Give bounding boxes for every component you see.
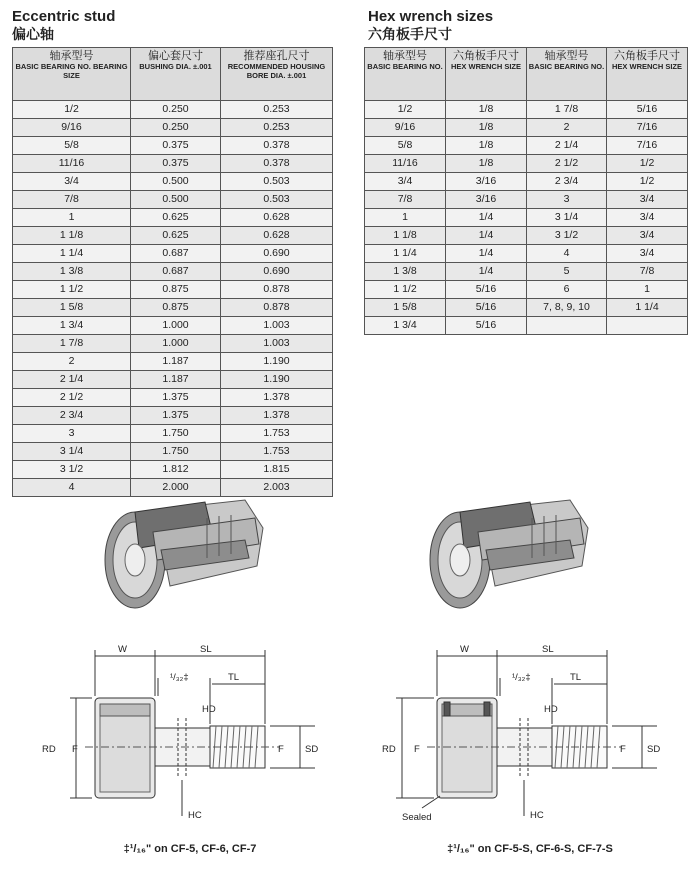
dim-label-sd: SD	[647, 744, 661, 755]
table-cell: 0.687	[131, 245, 221, 263]
table-header-row	[365, 48, 688, 101]
table-cell: 1	[365, 209, 446, 227]
table-row	[13, 299, 333, 317]
table-row	[13, 389, 333, 407]
table-cell: 3/4	[607, 227, 688, 245]
table-row	[13, 191, 333, 209]
table-cell: 11/16	[13, 155, 131, 173]
table-cell: 6	[527, 281, 607, 299]
table-cell: 1/2	[365, 101, 446, 119]
table-cell: 2 1/2	[13, 389, 131, 407]
table-cell: 1.375	[131, 407, 221, 425]
table-cell: 1.003	[221, 317, 333, 335]
table-cell: 1.815	[221, 461, 333, 479]
table-row	[365, 173, 688, 191]
table-cell: 5/8	[13, 137, 131, 155]
table-cell: 1 7/8	[13, 335, 131, 353]
caption-right: ‡¹/₁₆" on CF-5-S, CF-6-S, CF-7-S	[447, 843, 613, 855]
column-header: 六角板手尺寸 HEX WRENCH SIZE	[607, 48, 688, 101]
table-row	[365, 299, 688, 317]
table-row	[365, 119, 688, 137]
table-cell: 1 5/8	[365, 299, 446, 317]
dim-label-rd: RD	[42, 744, 56, 755]
table-cell: 3/4	[365, 173, 446, 191]
table-row	[365, 245, 688, 263]
table-cell: 1.753	[221, 443, 333, 461]
table-cell: 1 1/4	[607, 299, 688, 317]
table-cell: 1 3/8	[13, 263, 131, 281]
table-cell: 9/16	[13, 119, 131, 137]
cutaway-illustration	[105, 500, 263, 608]
table-cell: 1 1/8	[13, 227, 131, 245]
table-cell: 0.690	[221, 245, 333, 263]
table-cell: 2.003	[221, 479, 333, 497]
table-cell: 0.503	[221, 191, 333, 209]
dim-label-f-left: F	[72, 744, 78, 755]
table-row	[365, 227, 688, 245]
table-cell: 0.250	[131, 119, 221, 137]
hex-title: Hex wrench sizes	[368, 8, 494, 25]
dimension-drawing-right	[372, 640, 682, 830]
table-cell: 2 1/4	[527, 137, 607, 155]
table-cell: 3 1/2	[527, 227, 607, 245]
table-cell: 0.687	[131, 263, 221, 281]
table-cell: 2 3/4	[527, 173, 607, 191]
table-row	[13, 443, 333, 461]
sealed-label: Sealed	[402, 812, 432, 823]
table-cell: 0.628	[221, 227, 333, 245]
eccentric-subtitle: 偏心轴	[12, 26, 54, 42]
table-row	[13, 173, 333, 191]
table-cell: 1/4	[446, 263, 527, 281]
dim-label-hc: HC	[530, 810, 544, 821]
table-row	[365, 209, 688, 227]
dim-label-sl: SL	[200, 644, 212, 655]
table-row	[13, 461, 333, 479]
table-cell: 1/4	[446, 245, 527, 263]
eccentric-title: Eccentric stud	[12, 8, 116, 25]
table-row	[365, 101, 688, 119]
table-cell: 0.625	[131, 209, 221, 227]
table-cell: 7, 8, 9, 10	[527, 299, 607, 317]
table-row	[13, 227, 333, 245]
table-cell: 5/8	[365, 137, 446, 155]
table-cell: 0.250	[131, 101, 221, 119]
table-cell: 1.190	[221, 371, 333, 389]
eccentric-table-body	[13, 101, 333, 497]
table-cell: 1 1/2	[13, 281, 131, 299]
table-cell: 1	[607, 281, 688, 299]
table-cell: 3 1/2	[13, 461, 131, 479]
table-cell: 3/4	[607, 245, 688, 263]
table-cell: 1.378	[221, 389, 333, 407]
table-row	[13, 317, 333, 335]
table-row	[365, 317, 688, 335]
table-cell: 1.187	[131, 353, 221, 371]
table-cell: 0.500	[131, 173, 221, 191]
table-cell: 2	[527, 119, 607, 137]
table-cell: 1.750	[131, 443, 221, 461]
table-row	[365, 137, 688, 155]
table-cell: 2	[13, 353, 131, 371]
table-cell: 0.875	[131, 299, 221, 317]
dim-label-hd: HD	[544, 704, 558, 715]
table-cell: 1 1/4	[365, 245, 446, 263]
cam-follower-cutaway-left	[95, 488, 275, 623]
table-cell: 4	[527, 245, 607, 263]
dim-label-hd: HD	[202, 704, 216, 715]
dim-label-clearance: ¹/₃₂‡	[512, 672, 531, 683]
table-row	[13, 335, 333, 353]
dimension-drawing-left	[30, 640, 340, 830]
table-cell: 2.000	[131, 479, 221, 497]
table-cell: 0.690	[221, 263, 333, 281]
hex-subtitle: 六角板手尺寸	[368, 26, 452, 42]
column-header: 轴承型号 BASIC BEARING NO. BEARING SIZE	[13, 48, 131, 101]
table-row	[13, 263, 333, 281]
table-cell: 1.375	[131, 389, 221, 407]
table-row	[13, 101, 333, 119]
dim-label-f-right: F	[278, 744, 284, 755]
table-cell: 3 1/4	[13, 443, 131, 461]
table-cell: 1 5/8	[13, 299, 131, 317]
table-cell: 5	[527, 263, 607, 281]
table-cell: 3/4	[607, 191, 688, 209]
table-cell: 2 3/4	[13, 407, 131, 425]
table-cell: 1.187	[131, 371, 221, 389]
hex-table-body	[365, 101, 688, 335]
table-cell: 3/16	[446, 173, 527, 191]
table-row	[13, 155, 333, 173]
column-header: 推荐座孔尺寸 RECOMMENDED HOUSING BORE DIA. ±.001	[221, 48, 333, 101]
table-cell: 3/4	[607, 209, 688, 227]
caption-left: ‡¹/₁₆" on CF-5, CF-6, CF-7	[123, 843, 257, 855]
table-cell: 2 1/2	[527, 155, 607, 173]
table-row	[365, 191, 688, 209]
table-cell: 0.628	[221, 209, 333, 227]
table-cell: 7/8	[13, 191, 131, 209]
table-cell: 3	[527, 191, 607, 209]
table-cell	[527, 317, 607, 335]
table-cell: 0.625	[131, 227, 221, 245]
dim-label-tl: TL	[570, 672, 582, 683]
table-cell: 1 1/4	[13, 245, 131, 263]
table-cell: 0.375	[131, 137, 221, 155]
table-row	[13, 281, 333, 299]
table-cell: 1/8	[446, 137, 527, 155]
table-row	[13, 137, 333, 155]
table-cell: 1 3/8	[365, 263, 446, 281]
table-row	[365, 281, 688, 299]
table-row	[13, 353, 333, 371]
column-header: 轴承型号 BASIC BEARING NO.	[527, 48, 607, 101]
table-cell: 2 1/4	[13, 371, 131, 389]
table-cell: 1 1/2	[365, 281, 446, 299]
table-cell: 0.253	[221, 101, 333, 119]
table-cell: 1.812	[131, 461, 221, 479]
table-cell: 1.000	[131, 317, 221, 335]
table-cell: 1/4	[446, 209, 527, 227]
table-cell: 1 1/8	[365, 227, 446, 245]
table-cell: 5/16	[446, 299, 527, 317]
table-cell: 1/2	[607, 173, 688, 191]
table-cell: 1 3/4	[13, 317, 131, 335]
table-cell: 1.753	[221, 425, 333, 443]
column-header: 六角板手尺寸 HEX WRENCH SIZE	[446, 48, 527, 101]
table-header-row	[13, 48, 333, 101]
table-cell	[607, 317, 688, 335]
table-cell: 1.003	[221, 335, 333, 353]
table-cell: 0.878	[221, 299, 333, 317]
table-cell: 7/16	[607, 119, 688, 137]
column-header: 偏心套尺寸 BUSHING DIA. ±.001	[131, 48, 221, 101]
table-cell: 7/16	[607, 137, 688, 155]
dim-label-w: W	[460, 644, 469, 655]
dim-label-f-left: F	[414, 744, 420, 755]
table-cell: 3/16	[446, 191, 527, 209]
dim-label-clearance: ¹/₃₂‡	[170, 672, 189, 683]
table-cell: 1.378	[221, 407, 333, 425]
table-cell: 7/8	[607, 263, 688, 281]
dim-label-sd: SD	[305, 744, 319, 755]
table-cell: 1.190	[221, 353, 333, 371]
table-cell: 1	[13, 209, 131, 227]
cutaway-illustration	[430, 500, 588, 608]
table-row	[365, 155, 688, 173]
table-row	[13, 371, 333, 389]
table-cell: 0.878	[221, 281, 333, 299]
table-cell: 1/8	[446, 101, 527, 119]
table-cell: 3 1/4	[527, 209, 607, 227]
cam-follower-cutaway-right	[420, 488, 600, 623]
table-row	[365, 263, 688, 281]
table-cell: 7/8	[365, 191, 446, 209]
eccentric-stud-table	[12, 47, 333, 497]
table-cell: 1/2	[13, 101, 131, 119]
table-cell: 11/16	[365, 155, 446, 173]
table-cell: 1 7/8	[527, 101, 607, 119]
column-header: 轴承型号 BASIC BEARING NO.	[365, 48, 446, 101]
table-row	[13, 425, 333, 443]
table-cell: 1 3/4	[365, 317, 446, 335]
table-cell: 0.378	[221, 137, 333, 155]
table-cell: 5/16	[607, 101, 688, 119]
dim-label-f-right: F	[620, 744, 626, 755]
table-cell: 4	[13, 479, 131, 497]
table-cell: 9/16	[365, 119, 446, 137]
table-cell: 1/8	[446, 155, 527, 173]
dim-label-tl: TL	[228, 672, 240, 683]
table-cell: 5/16	[446, 281, 527, 299]
hex-wrench-table	[364, 47, 688, 335]
table-cell: 1.000	[131, 335, 221, 353]
table-cell: 0.375	[131, 155, 221, 173]
table-cell: 3/4	[13, 173, 131, 191]
table-cell: 1/4	[446, 227, 527, 245]
table-cell: 0.875	[131, 281, 221, 299]
table-cell: 0.503	[221, 173, 333, 191]
table-cell: 0.378	[221, 155, 333, 173]
table-cell: 3	[13, 425, 131, 443]
table-cell: 1.750	[131, 425, 221, 443]
table-row	[13, 245, 333, 263]
table-row	[13, 407, 333, 425]
dim-label-sl: SL	[542, 644, 554, 655]
table-cell: 0.253	[221, 119, 333, 137]
table-cell: 5/16	[446, 317, 527, 335]
dim-label-hc: HC	[188, 810, 202, 821]
table-cell: 1/8	[446, 119, 527, 137]
table-cell: 0.500	[131, 191, 221, 209]
dim-label-rd: RD	[382, 744, 396, 755]
table-cell: 1/2	[607, 155, 688, 173]
table-row	[13, 119, 333, 137]
dim-label-w: W	[118, 644, 127, 655]
table-row	[13, 209, 333, 227]
